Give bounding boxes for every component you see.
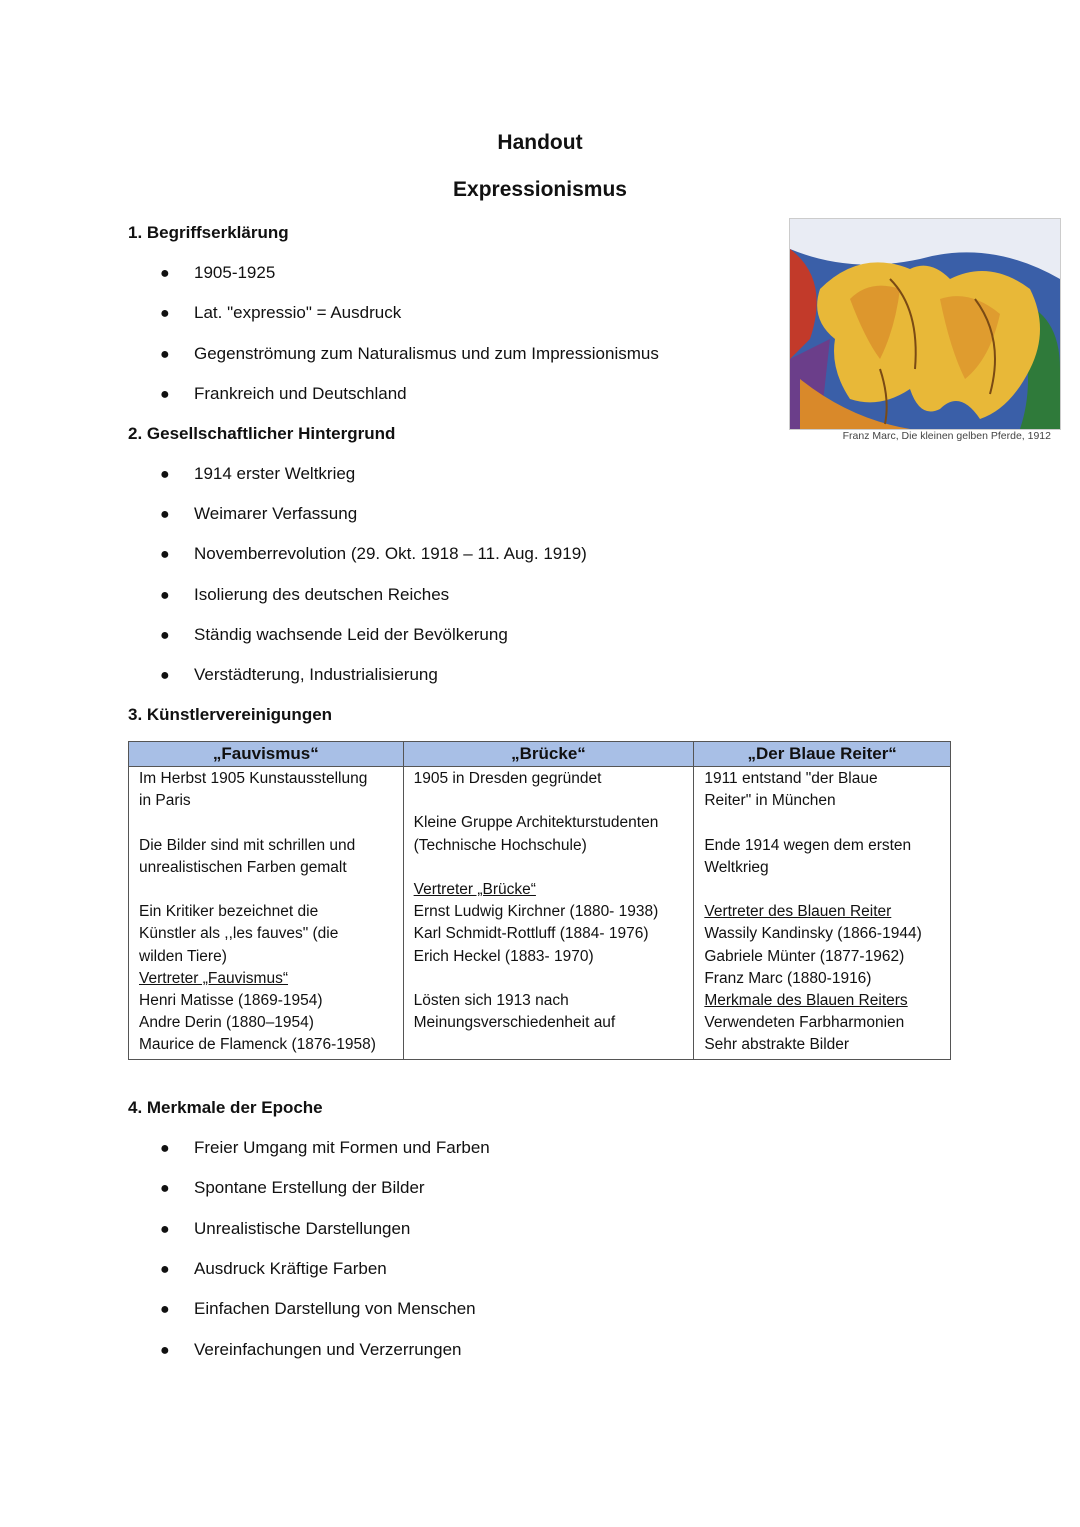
bullet-icon: ●	[160, 627, 170, 644]
vertreter-heading: Vertreter „Fauvismus“	[139, 969, 289, 987]
list-item: ● Lat. "expressio" = Ausdruck	[160, 303, 402, 322]
table-header-row	[129, 742, 951, 767]
bullet-icon: ●	[160, 265, 170, 282]
cell-line: Verwendeten Farbharmonien	[704, 1014, 905, 1032]
bullet-icon: ●	[160, 466, 170, 483]
list-item: ● Einfachen Darstellung von Menschen	[160, 1299, 476, 1318]
cell-line: 1911 entstand "der Blaue	[704, 770, 878, 787]
cell-bruecke	[403, 767, 694, 1060]
cell-line: Ende 1914 wegen dem ersten	[704, 836, 912, 854]
artist-entry: Franz Marc (1880-1916)	[704, 969, 872, 987]
section-heading-1: 1. Begriffserklärung	[128, 223, 289, 242]
cell-line: Kleine Gruppe Architekturstudenten	[413, 814, 659, 832]
artist-entry: Andre Derin (1880–1954)	[139, 1014, 314, 1032]
section-heading-3: 3. Künstlervereinigungen	[128, 705, 333, 724]
artist-entry: Henri Matisse (1869-1954)	[139, 992, 323, 1009]
artist-entry: Karl Schmidt-Rottluff (1884- 1976)	[413, 925, 649, 943]
bullet-icon: ●	[160, 1261, 170, 1278]
list-item: ● Isolierung des deutschen Reiches	[160, 585, 450, 604]
bullet-icon: ●	[160, 1221, 170, 1238]
artist-entry: Gabriele Münter (1877-1962)	[704, 947, 905, 965]
cell-line: Weltkrieg	[704, 858, 769, 876]
page-title: Handout	[497, 131, 583, 154]
list-item: ● Weimarer Verfassung	[160, 504, 358, 523]
artist-entry: Erich Heckel (1883- 1970)	[413, 947, 594, 965]
cell-blauer-reiter	[694, 767, 951, 1060]
bullet-icon: ●	[160, 546, 170, 563]
column-header-fauvismus: „Fauvismus“	[129, 742, 404, 767]
cell-line: (Technische Hochschule)	[413, 836, 587, 854]
cell-line: wilden Tiere)	[139, 947, 227, 965]
section-heading-4: 4. Merkmale der Epoche	[128, 1098, 323, 1117]
cell-line: in Paris	[139, 792, 191, 810]
list-item: ● Freier Umgang mit Formen und Farben	[160, 1138, 490, 1157]
list-item: ● Spontane Erstellung der Bilder	[160, 1178, 425, 1197]
bullet-icon: ●	[160, 305, 170, 322]
bullet-icon: ●	[160, 1301, 170, 1318]
artist-entry: Wassily Kandinsky (1866-1944)	[704, 925, 922, 943]
cell-line: Reiter" in München	[704, 792, 836, 810]
cell-line: unrealistischen Farben gemalt	[139, 858, 347, 876]
cell-line: Die Bilder sind mit schrillen und	[139, 836, 356, 854]
bullet-icon: ●	[160, 1342, 170, 1359]
cell-line: Meinungsverschiedenheit auf	[413, 1014, 616, 1032]
list-item: ● Frankreich und Deutschland	[160, 384, 407, 403]
list-item: ● 1905-1925	[160, 263, 276, 282]
painting-caption: Franz Marc, Die kleinen gelben Pferde, 1912	[842, 430, 1051, 442]
list-item: ● Novemberrevolution (29. Okt. 1918 – 11. Aug. 1919)	[160, 544, 587, 563]
column-header-blauer-reiter: „Der Blaue Reiter“	[694, 742, 951, 767]
bullet-icon: ●	[160, 386, 170, 403]
list-item: ● Ausdruck Kräftige Farben	[160, 1259, 387, 1278]
list-item: ● Gegenströmung zum Naturalismus und zum Impressionismus	[160, 344, 659, 363]
cell-fauvismus	[129, 767, 404, 1060]
bullet-icon: ●	[160, 1140, 170, 1157]
bullet-icon: ●	[160, 346, 170, 363]
list-item: ● Unrealistische Darstellungen	[160, 1219, 411, 1238]
artist-groups-table	[128, 741, 951, 1060]
artist-entry: Ernst Ludwig Kirchner (1880- 1938)	[413, 903, 659, 921]
cell-line: Lösten sich 1913 nach	[413, 991, 569, 1009]
merkmale-heading: Merkmale des Blauen Reiters	[704, 992, 908, 1009]
cell-line: Künstler als ,,les fauves" (die	[139, 925, 339, 943]
painting-image	[789, 218, 1061, 430]
vertreter-heading: Vertreter des Blauen Reiter	[704, 903, 892, 921]
column-header-bruecke: „Brücke“	[403, 742, 694, 767]
cell-line: Ein Kritiker bezeichnet die	[139, 903, 319, 921]
list-item: ● Ständig wachsende Leid der Bevölkerung	[160, 625, 508, 644]
section-heading-2: 2. Gesellschaftlicher Hintergrund	[128, 424, 396, 443]
vertreter-heading: Vertreter „Brücke“	[413, 880, 536, 898]
list-item: ● Vereinfachungen und Verzerrungen	[160, 1340, 462, 1359]
artist-entry: Maurice de Flamenck (1876-1958)	[139, 1036, 376, 1054]
list-item: ● 1914 erster Weltkrieg	[160, 464, 356, 483]
cell-line: Sehr abstrakte Bilder	[704, 1036, 850, 1054]
bullet-icon: ●	[160, 506, 170, 523]
bullet-icon: ●	[160, 667, 170, 684]
bullet-icon: ●	[160, 587, 170, 604]
table-row	[129, 767, 951, 1060]
cell-line: Im Herbst 1905 Kunstausstellung	[139, 770, 368, 787]
page-subtitle: Expressionismus	[453, 178, 627, 201]
list-item: ● Verstädterung, Industrialisierung	[160, 665, 438, 684]
bullet-icon: ●	[160, 1180, 170, 1197]
cell-line: 1905 in Dresden gegründet	[413, 770, 602, 787]
